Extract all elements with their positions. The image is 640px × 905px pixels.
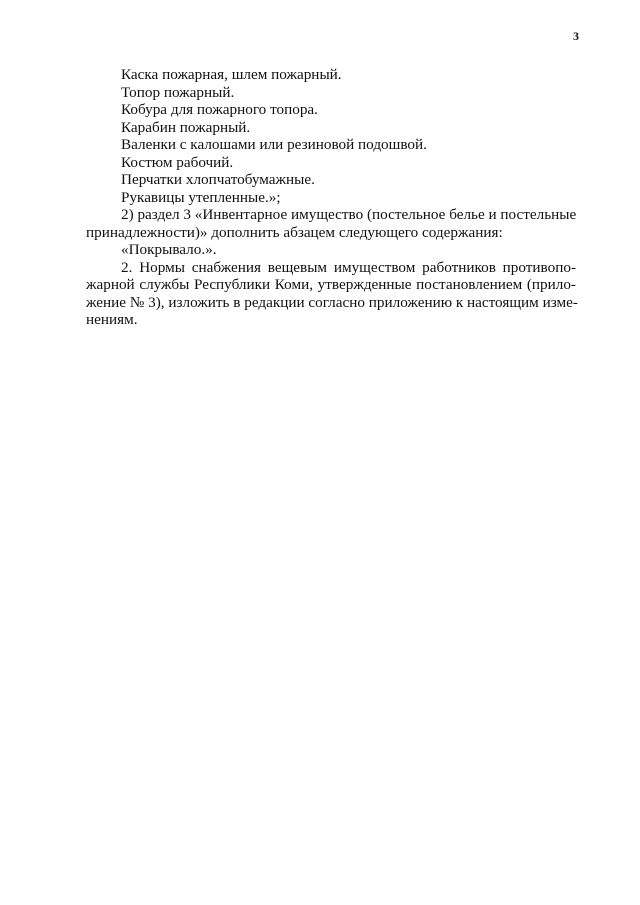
list-item: Карабин пожарный.	[121, 118, 251, 136]
paragraph-line: жарной службы Республики Коми, утвержденные постановлением (прило-	[86, 276, 576, 293]
point-2-paragraph	[86, 259, 576, 329]
paragraph-line: жение № 3), изложить в редакции согласно приложению к настоящим изме-	[86, 293, 578, 311]
list-item: Перчатки хлопчатобумажные.	[121, 171, 315, 188]
section-2-paragraph	[86, 206, 576, 241]
list-item: Каска пожарная, шлем пожарный.	[121, 66, 342, 83]
list-item: Кобура для пожарного топора.	[121, 101, 318, 118]
list-item: Топор пожарный.	[121, 83, 235, 101]
list-item: Костюм рабочий.	[121, 153, 234, 171]
page-number: 3	[573, 29, 579, 43]
paragraph-line: нениям.	[86, 311, 138, 328]
paragraph-line: 2) раздел 3 «Инвентарное имущество (постельное белье и постельные	[121, 206, 577, 223]
list-item: Валенки с калошами или резиновой подошвой.	[121, 136, 427, 153]
list-item: Рукавицы утепленные.»;	[121, 188, 281, 206]
document-body	[86, 66, 576, 329]
paragraph-line: принадлежности)» дополнить абзацем следующего содержания:	[86, 223, 503, 241]
quoted-text: «Покрывало.».	[121, 241, 217, 258]
paragraph-line: 2. Нормы снабжения вещевым имуществом работников противопо-	[121, 258, 576, 276]
